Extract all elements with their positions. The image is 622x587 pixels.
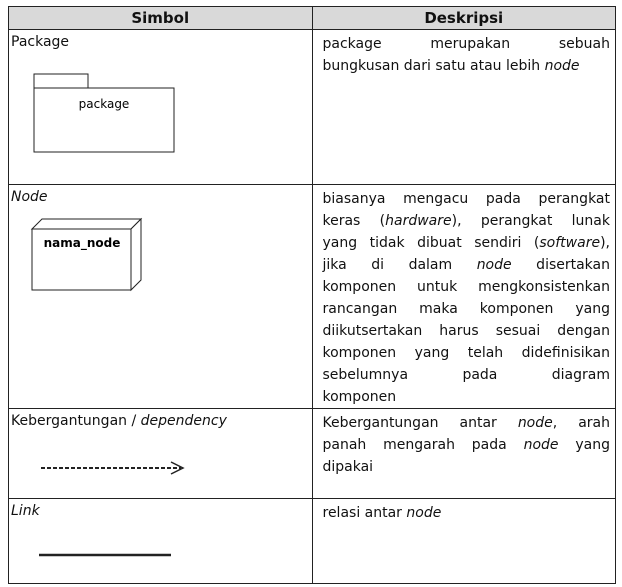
desc-line: bungkusan dari satu atau lebih node [322, 58, 580, 74]
desc-line: komponen untuk mengkonsistenkan [322, 279, 610, 295]
desc-line: jika di dalam node disertakan [322, 257, 610, 273]
header-description: Deskripsi [312, 7, 616, 30]
node-top-face [32, 219, 141, 229]
desc-line: komponen yang telah didefinisikan [322, 345, 610, 361]
dependency-arrow [9, 430, 309, 490]
symbol-label: Package [11, 34, 70, 50]
header-symbol: Simbol [9, 7, 313, 30]
symbol-cell [9, 185, 313, 409]
package-tab [34, 74, 88, 88]
desc-line: diikutsertakan harus sesuai dengan [322, 323, 610, 339]
node-symbol-text: nama_node [43, 236, 121, 250]
desc-line: panah mengarah pada node yang [322, 437, 611, 453]
desc-line: yang tidak dibuat sendiri (software), [322, 235, 610, 251]
symbol-cell [9, 30, 313, 185]
desc-line: relasi antar node [322, 505, 442, 521]
symbol-label: Link [11, 503, 40, 519]
description-cell [312, 409, 616, 499]
desc-line: package merupakan sebuah [322, 36, 610, 52]
package-symbol [9, 51, 309, 181]
package-symbol-text: package [78, 97, 130, 111]
desc-line: keras (hardware), perangkat lunak [322, 213, 610, 229]
desc-line: sebelumnya pada diagram [322, 367, 610, 383]
description-cell [312, 185, 616, 409]
symbol-table [8, 6, 616, 584]
description-cell [312, 30, 616, 185]
link-symbol [9, 520, 309, 575]
table-row [9, 30, 616, 185]
symbol-label: Node [11, 189, 48, 205]
desc-line: rancangan maka komponen yang [322, 301, 610, 317]
table-row [9, 185, 616, 409]
description-cell [312, 499, 616, 584]
desc-line: komponen [322, 389, 397, 405]
table-row [9, 409, 616, 499]
header-row [9, 7, 616, 30]
table-row [9, 499, 616, 584]
symbol-cell [9, 499, 313, 584]
symbol-cell [9, 409, 313, 499]
desc-line: biasanya mengacu pada perangkat [322, 191, 610, 207]
node-symbol [9, 206, 309, 306]
symbol-label: Kebergantungan / dependency [11, 413, 227, 429]
desc-line: dipakai [322, 459, 374, 475]
desc-line: Kebergantungan antar node, arah [322, 415, 611, 431]
node-side-face [131, 219, 141, 290]
